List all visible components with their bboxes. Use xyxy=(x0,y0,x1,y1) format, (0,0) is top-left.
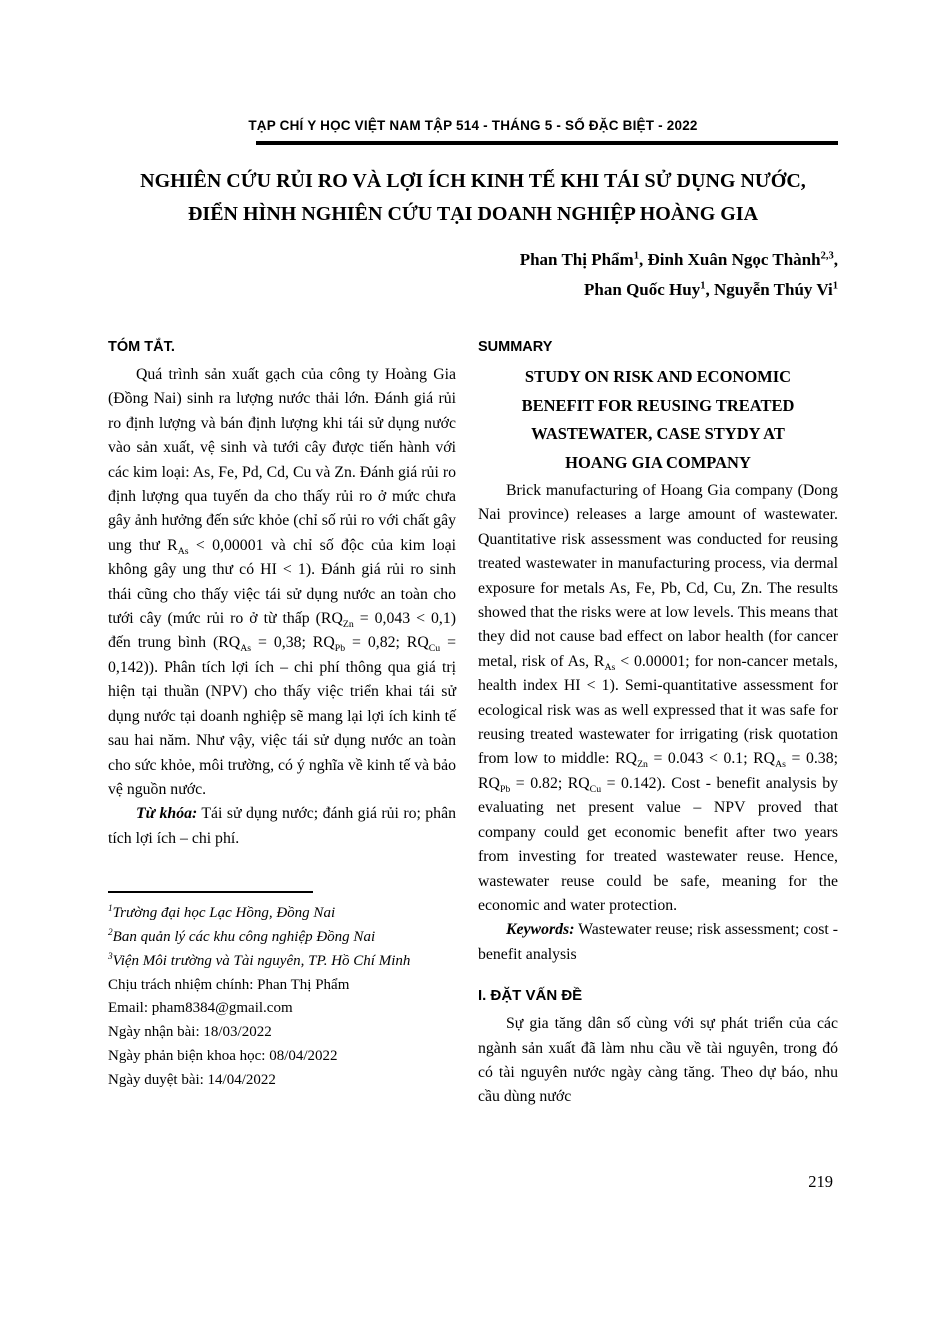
corresponding-author: Chịu trách nhiệm chính: Phan Thị Phẩm xyxy=(108,976,350,993)
summary-title-line2: BENEFIT FOR REUSING TREATED xyxy=(521,395,795,415)
summary-title xyxy=(478,363,838,477)
article-title xyxy=(108,165,838,231)
received-date: Ngày nhận bài: 18/03/2022 xyxy=(108,1024,272,1041)
authors-line2: Phan Quốc Huy$^1$, Nguyễn Thúy Vi$^1$ xyxy=(584,280,838,299)
intro-paragraph: Sự gia tăng dân số cùng với sự phát triển của các ngành sản xuất đã làm nhu cầu về tài nguyên, trong đó có tài nguyên nước ngày càng tăng. Theo dự báo, nhu cầu dùng nước xyxy=(478,1015,838,1106)
email-line: Email: pham8384@gmail.com xyxy=(108,1000,293,1017)
accepted-date: Ngày duyệt bài: 14/04/2022 xyxy=(108,1071,276,1088)
header-rule xyxy=(256,141,838,145)
article-title-line1: NGHIÊN CỨU RỦI RO VÀ LỢI ÍCH KINH TẾ KHI TÁI SỬ DỤNG NƯỚC, xyxy=(140,170,806,192)
affiliation-3: $^3$Viện Môi trường và Tài nguyên, TP. Hồ Chí Minh xyxy=(108,951,411,969)
keywords-en xyxy=(478,918,838,967)
reviewed-date: Ngày phản biện khoa học: 08/04/2022 xyxy=(108,1047,338,1064)
affiliation-2: $^2$Ban quản lý các khu công nghiệp Đồng Nai xyxy=(108,927,376,945)
left-column xyxy=(108,339,456,1110)
keywords-label-vi: Từ khóa: xyxy=(136,805,198,823)
journal-header-line: TẠP CHÍ Y HỌC VIỆT NAM TẬP 514 - THÁNG 5 - SỐ ĐẶC BIỆT - 2022 xyxy=(248,118,698,133)
authors-line1: Phan Thị Phẩm$^1$, Đinh Xuân Ngọc Thành$^{2,3}$, xyxy=(519,250,838,269)
authors-block xyxy=(108,245,838,305)
section-1-heading: I. ĐẶT VẤN ĐỀ xyxy=(478,987,583,1005)
summary-title-line3: WASTEWATER, CASE STYDY AT xyxy=(531,424,785,443)
keywords-vi xyxy=(108,802,456,851)
footnote-rule xyxy=(108,891,313,893)
summary-title-line1: STUDY ON RISK AND ECONOMIC xyxy=(524,367,792,386)
keywords-text-en: Wastewater reuse; risk assessment; cost - benefit analysis xyxy=(478,921,838,963)
summary-heading: SUMMARY xyxy=(478,339,553,355)
keywords-text-vi: Tái sử dụng nước; đánh giá rủi ro; phân tích lợi ích – chi phí. xyxy=(108,805,456,847)
article-title-line2: ĐIỂN HÌNH NGHIÊN CỨU TẠI DOANH NGHIỆP HOÀNG GIA xyxy=(187,203,759,225)
summary-title-line4: HOANG GIA COMPANY xyxy=(565,452,751,472)
page-number: 219 xyxy=(808,1172,833,1191)
footnote-block xyxy=(108,891,456,1092)
keywords-label-en: Keywords: xyxy=(506,921,575,939)
right-column xyxy=(478,339,838,1110)
two-column-body xyxy=(108,339,838,1110)
affiliation-1: $^1$Trường đại học Lạc Hồng, Đồng Nai xyxy=(108,904,336,922)
abstract-vi-paragraph: Quá trình sản xuất gạch của công ty Hoàng Gia (Đồng Nai) sinh ra lượng nước thải lớn. Đánh giá rủi ro định lượng và bán định lượng khi tái sử dụng nước vào sản xuất, vệ sinh và tưới cây được tiến hành với các kim loại: As, Fe, Pd, Cd, Cu và Zn. Đánh giá rủi ro định lượng qua tuyến da cho thấy rủi ro ở mức chưa gây ảnh hưởng đến sức khỏe (chỉ số rủi ro với chất gây ung thư $R_{As} < 0,00001$ và chỉ số độc của kim loại không gây ung thư có HI < 1). Đánh giá rủi ro sinh thái cũng cho thấy việc tái sử dụng nước an toàn cho tưới cây (mức rủi ro ở từ thấp $(RQ_{Zn} = 0,043 < 0,1)$ đến trung bình ($RQ_{As} = 0,38$; $RQ_{Pb} = 0,82$; $RQ_{Cu} = 0,142$)). Phân tích lợi ích – chi phí thông qua giá trị hiện tại thuần (NPV) cho thấy việc triển khai tái sử dụng nước tại doanh nghiệp sẽ mang lại lợi ích kinh tế sau hai năm. Như vậy, việc tái sử dụng nước an toàn cho sức khỏe, môi trường, có ý nghĩa về kinh tế và bảo vệ nguồn nước. xyxy=(108,366,457,798)
summary-paragraph: Brick manufacturing of Hoang Gia company (Dong Nai province) releases a large amount of wastewater. Quantitative risk assessment was conducted for reusing treated wastewater in manufacturing process, via dermal exposure for metals As, Fe, Pb, Cd, Cu, Zn. The results showed that the risks were at low levels. This means that they did not cause bad effect on labor health (for cancer metal, risk of As, $R_{As} < 0.00001$; for non-cancer metals, health index HI < 1). Semi-quantitative assessment for ecological risk was as well expressed that it was safe for reusing treated wastewater for irrigating (risk quotation from low to middle: $RQ_{Zn} = 0.043 < 0.1$; $RQ_{As} = 0.38$; $RQ_{Pb} = 0.82$; $RQ_{Cu} = 0.142$). Cost - benefit analysis by evaluating net present value – NPV proved that company could get economic benefit after two years from investing for treated wastewater reuse. Hence, wastewater reuse could be safe, meaning for the economic and water protection. xyxy=(478,482,838,914)
abstract-heading-vi: TÓM TẮT. xyxy=(108,339,175,355)
